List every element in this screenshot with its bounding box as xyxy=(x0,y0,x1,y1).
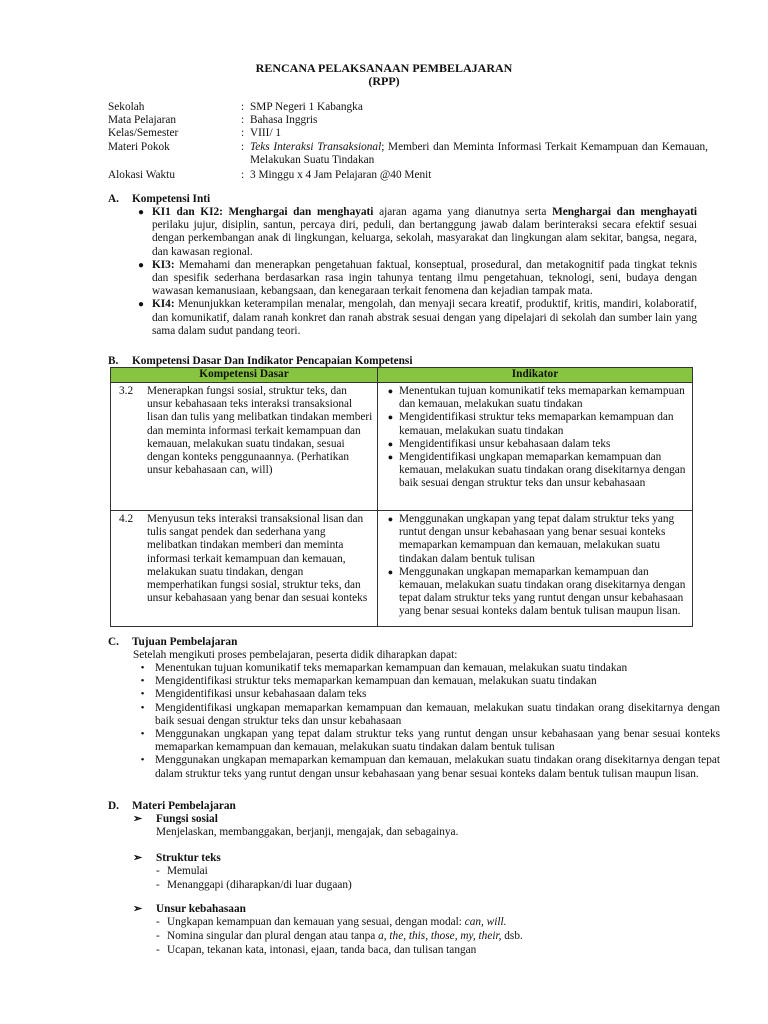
unsur-heading: ➢ Unsur kebahasaan xyxy=(133,903,246,915)
list-item: - Ucapan, tekanan kata, intonasi, ejaan, tanda baca, dan tulisan tangan xyxy=(156,944,477,957)
bullet-dot-icon: ● xyxy=(137,299,145,311)
tujuan-list xyxy=(130,662,720,781)
info-value xyxy=(250,141,708,167)
info-value: 3 Minggu x 4 Jam Pelajaran @40 Menit xyxy=(250,169,432,182)
info-row-kelas xyxy=(108,127,708,140)
info-value-italic: Teks Interaksi Transaksional xyxy=(250,140,382,153)
kd-cell xyxy=(111,383,378,511)
kd-text: Menerapkan fungsi sosial, struktur teks, dan unsur kebahasaan teks interaksi transaksional lisan dan tulis yang melibatkan tindakan memberi dan meminta informasi terkait kemampuan dan kemauan, melakukan suatu tindakan, sesuai dengan konteks penggunaannya. (Perhatikan unsur kebahasaan can, will) xyxy=(147,385,373,477)
ki-item xyxy=(130,206,697,259)
ki-item xyxy=(130,259,697,299)
section-d-heading xyxy=(108,800,236,813)
bullet-dot-icon: • xyxy=(140,662,145,674)
bullet-dot-icon: • xyxy=(140,728,145,741)
ki-text: Menunjukkan keterampilan menalar, mengolah, dan menyaji secara kreatif, produktif, kritis, mandiri, kolaboratif, dan komunikatif, dalam ranah konkret dan ranah abstrak sesuai dengan yang dipelajari di sekolah dan sumber lain yang sama dalam sudut pandang teori. xyxy=(152,298,697,337)
section-letter: C. xyxy=(108,636,119,648)
section-title: Kompetensi Inti xyxy=(132,193,211,205)
info-colon: : xyxy=(241,114,245,127)
document-subtitle: (RPP) xyxy=(368,74,400,88)
info-colon: : xyxy=(241,140,245,153)
column-header-indikator: Indikator xyxy=(378,368,693,383)
ki-bold: Menghargai dan menghayati xyxy=(228,206,374,218)
ki-text: perilaku jujur, disiplin, santun, percaya diri, peduli, dan bertanggung jawab dalam berinteraksi secara efektif sesuai dengan perkembangan anak di lingkungan, keluarga, sekolah, masyarakat dan lingkungan alam sekitar, bangsa, negara, dan kawasan regional. xyxy=(152,219,697,258)
bullet-dot-icon: ● xyxy=(387,452,394,463)
bullet-dot-icon: ● xyxy=(387,566,394,577)
kd-number: 4.2 xyxy=(119,513,134,525)
fungsi-text: Menjelaskan, membanggakan, berjanji, mengajak, dan sebagainya. xyxy=(156,826,459,838)
tujuan-item: • Menggunakan ungkapan yang tepat dalam struktur teks yang runtut dengan unsur kebahasaan yang benar sesuai konteks memaparkan kemampuan dan kemauan, melakukan suatu tindakan dalam bentuk tulisan xyxy=(130,728,720,754)
info-value: Bahasa Inggris xyxy=(250,114,318,127)
info-row-sekolah xyxy=(108,101,708,114)
ki-label: KI3: xyxy=(152,258,175,271)
kd-indikator-table xyxy=(110,367,693,627)
arrow-right-icon: ➢ xyxy=(133,813,143,825)
list-item: - Nomina singular dan plural dengan atau tanpa a, the, this, those, my, their, dsb. xyxy=(156,930,523,943)
ki-text: ajaran agama yang dianutnya serta xyxy=(373,206,553,218)
section-a-heading xyxy=(108,193,210,206)
info-row-alokasi xyxy=(108,169,708,182)
list-item: - Memulai xyxy=(156,865,208,877)
indikator-item: ● Mengidentifikasi ungkapan memaparkan kemampuan dan kemauan, melakukan suatu tindakan orang disekitarnya dengan baik sesuai dengan struktur teks dan unsur kebahasaan xyxy=(382,451,686,491)
fungsi-heading: ➢ Fungsi sosial xyxy=(133,813,218,825)
tujuan-item: • Mengidentifikasi struktur teks memaparkan kemampuan dan kemauan, melakukan suatu tindakan xyxy=(130,675,720,688)
info-label: Alokasi Waktu xyxy=(108,169,175,182)
indikator-cell xyxy=(378,511,693,627)
section-letter: B. xyxy=(108,355,119,367)
kd-text: Menyusun teks interaksi transaksional lisan dan tulis sangat pendek dan sederhana yang melibatkan tindakan memberi dan meminta informasi terkait kemampuan dan kemauan, melakukan suatu tindakan, dengan memperhatikan fungsi sosial, struktur teks, dan unsur kebahasaan yang benar dan sesuai konteks xyxy=(147,513,368,605)
struktur-list xyxy=(156,865,352,892)
kd-number: 3.2 xyxy=(119,385,134,397)
info-row-mapel xyxy=(108,114,708,127)
unsur-list xyxy=(156,916,523,958)
indikator-item: ● Mengidentifikasi struktur teks memaparkan kemampuan dan kemauan, melakukan suatu tindakan xyxy=(382,411,686,437)
bullet-dot-icon: • xyxy=(140,688,145,701)
info-value: VIII/ 1 xyxy=(250,127,282,140)
table-row xyxy=(111,383,693,511)
arrow-right-icon: ➢ xyxy=(133,903,143,915)
info-label: Sekolah xyxy=(108,101,145,113)
bullet-dot-icon: ● xyxy=(387,438,394,449)
bullet-dot-icon: ● xyxy=(387,514,394,524)
info-label: Materi Pokok xyxy=(108,140,170,153)
info-value: SMP Negeri 1 Kabangka xyxy=(250,101,363,113)
bullet-dot-icon: ● xyxy=(137,259,145,271)
table-row xyxy=(111,511,693,627)
indikator-item: ● Menggunakan ungkapan memaparkan kemampuan dan kemauan, melakukan suatu tindakan orang disekitarnya dengan tepat dalam struktur teks yang runtut dengan unsur kebahasaan yang benar sesuai konteks dalam bentuk tulisan maupun lisan. xyxy=(382,566,686,619)
arrow-right-icon: ➢ xyxy=(133,852,143,864)
info-colon: : xyxy=(241,127,245,140)
section-title: Kompetensi Dasar Dan Indikator Pencapaian Kompetensi xyxy=(132,355,413,367)
bullet-dot-icon: ● xyxy=(387,386,394,396)
ki-bold: Menghargai dan menghayati xyxy=(552,206,698,218)
ki-label: KI1 dan KI2: xyxy=(152,206,223,218)
info-value-rest: ; Memberi dan Meminta Informasi Terkait Kemampuan dan Kemauan, Melakukan Suatu Tindakan xyxy=(250,140,708,166)
section-title: Materi Pembelajaran xyxy=(132,800,236,812)
document-title: RENCANA PELAKSANAAN PEMBELAJARAN xyxy=(255,61,513,75)
info-row-materi xyxy=(108,141,708,167)
bullet-dot-icon: • xyxy=(140,675,145,688)
ki-text: Memahami dan menerapkan pengetahuan faktual, konseptual, prosedural, dan metakognitif pada tingkat teknis dan spesifik sederhana berdasarkan rasa ingin tahunya tentang ilmu pengetahuan, teknologi, seni, budaya dengan wawasan kemanusiaan, kebangsaan, dan kenegaraan terkait fenomena dan kejadian tampak mata. xyxy=(152,258,697,298)
bullet-dot-icon: • xyxy=(140,754,145,767)
list-item: - Ungkapan kemampuan dan kemauan yang sesuai, dengan modal: can, will. xyxy=(156,916,507,928)
indikator-cell xyxy=(378,383,693,511)
tujuan-item: • Mengidentifikasi ungkapan memaparkan kemampuan dan kemauan, melakukan suatu tindakan orang disekitarnya dengan baik sesuai dengan struktur teks dan unsur kebahasaan xyxy=(130,702,720,728)
indikator-item: ● Mengidentifikasi unsur kebahasaan dalam teks xyxy=(382,438,686,451)
indikator-item: ● Menggunakan ungkapan yang tepat dalam struktur teks yang runtut dengan unsur kebahasaan yang benar sesuai konteks memaparkan kemampuan dan kemauan, melakukan suatu tindakan dalam bentuk tulisan xyxy=(382,513,686,566)
indikator-item: ● Menentukan tujuan komunikatif teks memaparkan kemampuan dan kemauan, melakukan suatu tindakan xyxy=(382,385,686,411)
identity-block xyxy=(108,101,708,182)
bullet-dot-icon: • xyxy=(140,701,145,714)
info-label: Kelas/Semester xyxy=(108,127,179,140)
section-title: Tujuan Pembelajaran xyxy=(132,636,238,648)
tujuan-item: • Mengidentifikasi unsur kebahasaan dalam teks xyxy=(130,688,720,701)
info-colon: : xyxy=(241,101,245,113)
tujuan-intro: Setelah mengikuti proses pembelajaran, peserta didik diharapkan dapat: xyxy=(133,649,458,661)
ki-list xyxy=(130,206,697,338)
ki-item xyxy=(130,298,697,338)
section-letter: A. xyxy=(108,193,119,205)
section-c-heading xyxy=(108,636,237,649)
tujuan-item: • Menggunakan ungkapan memaparkan kemampuan dan kemauan, melakukan suatu tindakan orang disekitarnya dengan tepat dalam struktur teks yang runtut dengan unsur kebahasaan yang benar sesuai konteks dalam bentuk tulisan maupun lisan. xyxy=(130,754,720,780)
column-header-kd: Kompetensi Dasar xyxy=(111,368,378,383)
struktur-heading: ➢ Struktur teks xyxy=(133,852,221,864)
bullet-dot-icon: ● xyxy=(137,207,145,218)
bullet-dot-icon: ● xyxy=(387,412,394,423)
list-item: - Menanggapi (diharapkan/di luar dugaan) xyxy=(156,879,352,892)
section-letter: D. xyxy=(108,800,119,812)
info-colon: : xyxy=(241,169,245,182)
ki-label: KI4: xyxy=(152,298,175,311)
info-label: Mata Pelajaran xyxy=(108,114,177,127)
kd-cell xyxy=(111,511,378,627)
tujuan-item: • Menentukan tujuan komunikatif teks memaparkan kemampuan dan kemauan, melakukan suatu tindakan xyxy=(130,662,720,675)
